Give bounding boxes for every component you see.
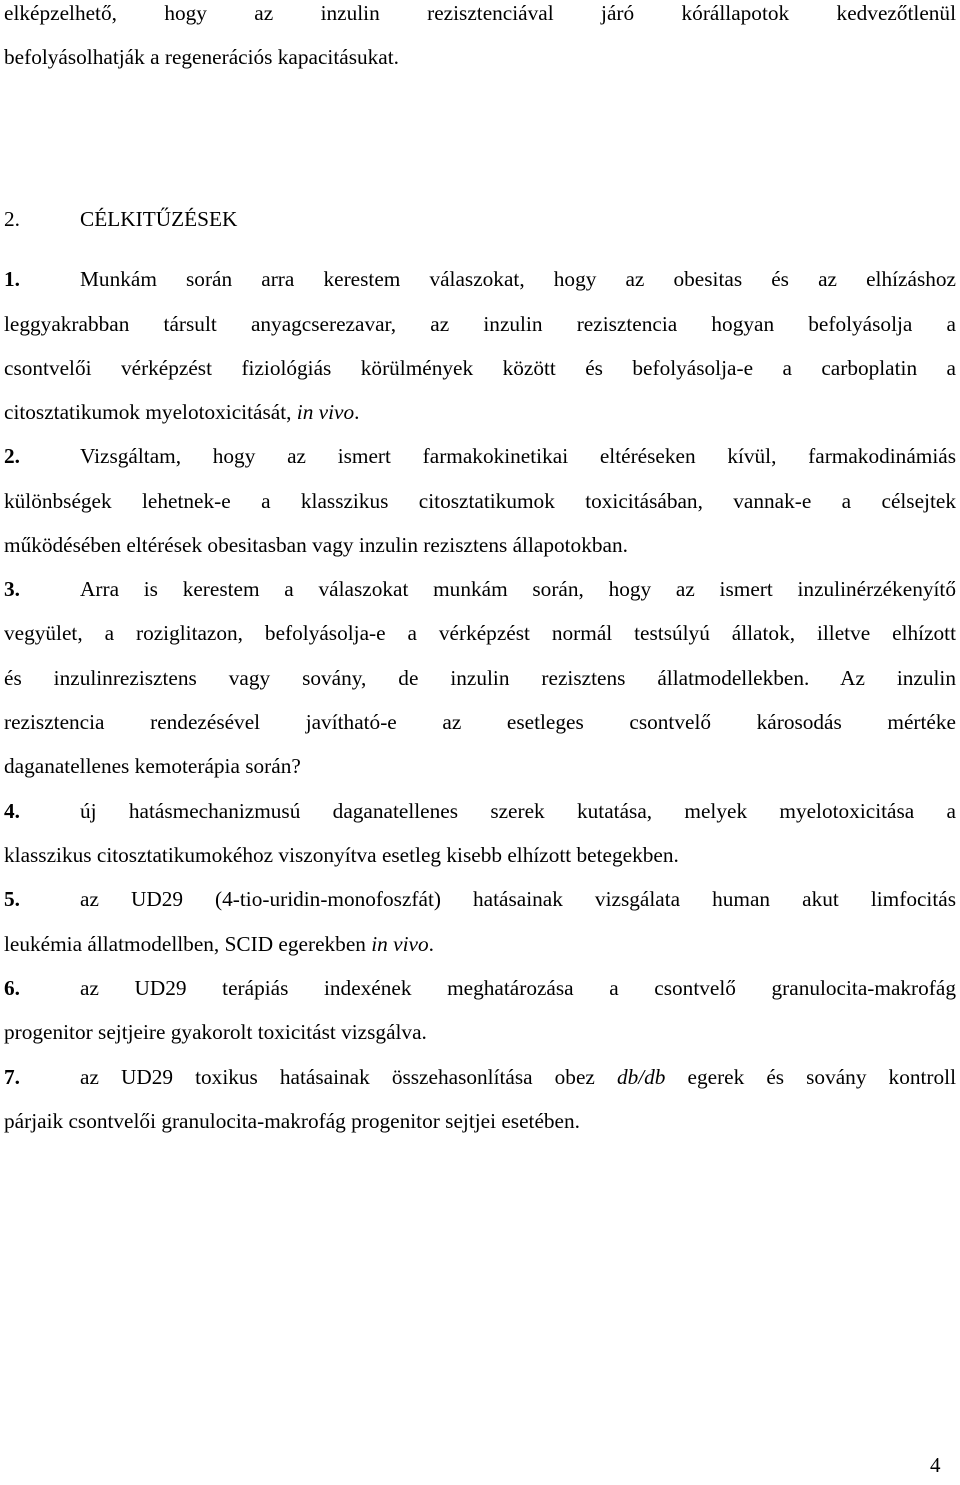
intro-line-1: elképzelhető, hogy az inzulin rezisztenciával járó kórállapotok kedvezőtlenül [4, 1, 956, 25]
item-3-line-3: és inzulinrezisztens vagy sovány, de inzulin rezisztens állatmodellekben. Az inzulin [4, 666, 956, 690]
item-text: az UD29 toxikus hatásainak összehasonlítása obez [80, 1065, 617, 1089]
list-item-7 [4, 1064, 956, 1090]
list-item-2 [4, 443, 956, 469]
item-text: . [428, 932, 434, 956]
item-text: citosztatikumok myelotoxicitását, [4, 400, 297, 424]
list-item-6 [4, 975, 956, 1001]
list-item-5 [4, 886, 956, 912]
page-number: 4 [930, 1453, 941, 1477]
item-text: az UD29 terápiás indexének meghatározása a csontvelő granulocita-makrofág [80, 976, 956, 1000]
item-italic-text: in vivo [371, 932, 429, 956]
item-italic-text: db/db [616, 1065, 666, 1089]
item-text: Vizsgáltam, hogy az ismert farmakokinetikai eltéréseken kívül, farmakodinámiás [80, 444, 956, 468]
item-text: leukémia állatmodellben, SCID egerekben [4, 932, 372, 956]
list-item-3 [4, 576, 956, 602]
item-3-line-2: vegyület, a roziglitazon, befolyásolja-e a vérképzést normál testsúlyú állatok, illetve elhízott [4, 621, 956, 645]
item-text: új hatásmechanizmusú daganatellenes szerek kutatása, melyek myelotoxicitása a [80, 799, 956, 823]
item-number: 4. [4, 799, 20, 823]
list-item-4 [4, 798, 956, 824]
item-text: . [354, 400, 360, 424]
item-number: 5. [4, 887, 20, 911]
item-number: 1. [4, 267, 20, 291]
item-italic-text: in vivo [296, 400, 355, 424]
item-3-line-5: daganatellenes kemoterápia során? [4, 754, 301, 778]
item-text: Arra is kerestem a válaszokat munkám során, hogy az ismert inzulinérzékenyítő [80, 577, 956, 601]
item-5-line-2 [4, 931, 956, 957]
item-number: 7. [4, 1065, 20, 1089]
item-7-line-2: párjaik csontvelői granulocita-makrofág progenitor sejtjei esetében. [4, 1109, 580, 1133]
item-1-line-4 [4, 399, 956, 425]
list-item-1 [4, 266, 956, 292]
item-number: 3. [4, 577, 20, 601]
item-number: 6. [4, 976, 20, 1000]
item-6-line-2: progenitor sejtjeire gyakorolt toxicitást vizsgálva. [4, 1020, 427, 1044]
intro-line-2: befolyásolhatják a regenerációs kapacitásukat. [4, 45, 399, 69]
item-text: az UD29 (4-tio-uridin-monofoszfát) hatásainak vizsgálata human akut limfocitás [80, 887, 956, 911]
section-title: CÉLKITŰZÉSEK [80, 207, 238, 231]
item-number: 2. [4, 444, 20, 468]
item-text: Munkám során arra kerestem válaszokat, hogy az obesitas és az elhízáshoz [80, 267, 956, 291]
section-heading [4, 206, 956, 232]
item-1-line-2: leggyakrabban társult anyagcserezavar, az inzulin rezisztencia hogyan befolyásolja a [4, 312, 956, 336]
item-4-line-2: klasszikus citosztatikumokéhoz viszonyítva esetleg kisebb elhízott betegekben. [4, 843, 679, 867]
item-1-line-3: csontvelői vérképzést fiziológiás körülmények között és befolyásolja-e a carboplatin a [4, 356, 956, 380]
item-2-line-3: működésében eltérések obesitasban vagy inzulin rezisztens állapotokban. [4, 533, 628, 557]
item-3-line-4: rezisztencia rendezésével javítható-e az esetleges csontvelő károsodás mértéke [4, 710, 956, 734]
item-text: egerek és sovány kontroll [665, 1065, 956, 1089]
section-number: 2. [4, 207, 20, 231]
item-2-line-2: különbségek lehetnek-e a klasszikus citosztatikumok toxicitásában, vannak-e a célsejtek [4, 489, 956, 513]
